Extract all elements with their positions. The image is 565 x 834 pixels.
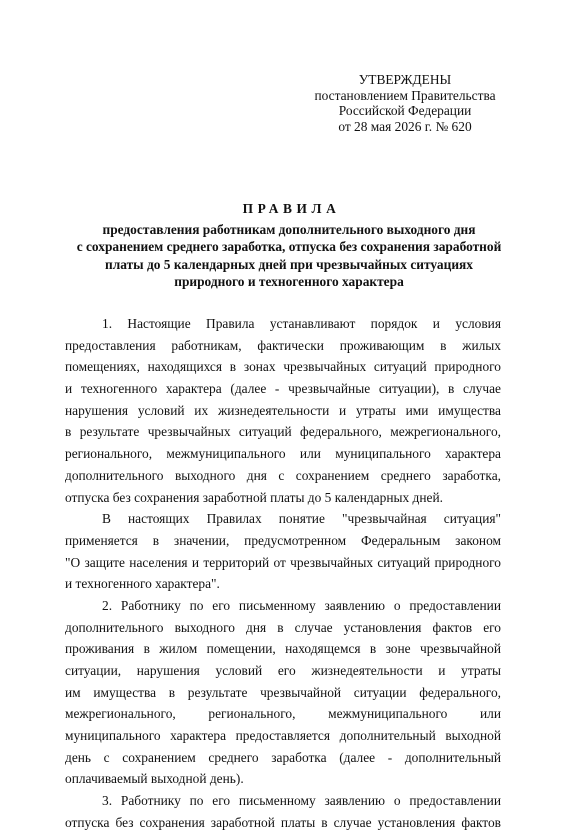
paragraph-line: В настоящих Правилах понятие "чрезвычайная ситуация" [102,511,501,527]
approval-stamp [305,72,505,134]
paragraph-line: регионального, межмуниципального или муниципального характера [65,446,501,462]
paragraph-line: "О защите населения и территорий от чрезвычайных ситуаций природного [65,554,501,570]
approval-line: УТВЕРЖДЕНЫ [358,72,452,87]
document-subtitle [64,221,514,290]
paragraph-line: и техногенного характера". [65,576,220,592]
paragraph-line: муниципального характера предоставляется дополнительный выходной [65,728,501,744]
subtitle-line: с сохранением среднего заработка, отпуска без сохранения заработной [76,239,502,255]
paragraph-line: в результате чрезвычайных ситуаций федерального, межрегионального, [65,424,501,440]
subtitle-line: платы до 5 календарных дней при чрезвычайных ситуациях [105,256,473,272]
paragraph-line: и техногенного характера (далее - чрезвычайные ситуации), в случае [65,381,501,397]
paragraph-line: проживания в жилом помещении, находящемся в зоне чрезвычайной [65,641,501,657]
subtitle-line: предоставления работникам дополнительного выходного дня [102,222,476,237]
approval-line: Российской Федерации [338,103,472,118]
paragraph-line: помещениях, находящихся в зонах чрезвычайных ситуаций природного [65,359,501,375]
paragraph-line: оплачиваемый выходной день). [65,771,244,787]
paragraph-line: 1. Настоящие Правила устанавливают порядок и условия [102,316,501,331]
approval-line: от 28 мая 2026 г. № 620 [338,118,472,134]
paragraph-line: отпуска без сохранения заработной платы в случае установления фактов [65,814,501,830]
paragraph-line: 2. Работнику по его письменному заявлению о предоставлении [102,597,501,613]
paragraph-line: им имущества в результате чрезвычайной ситуации федерального, [65,684,501,700]
paragraph-line: нарушения условий их жизнедеятельности и утраты ими имущества [65,402,501,418]
paragraph-line: применяется в значении, предусмотренном Федеральным законом [65,532,501,548]
paragraph-line: 3. Работнику по его письменному заявлению о предоставлении [102,793,501,809]
document-body [65,313,501,834]
paragraph-line: отпуска без сохранения заработной платы до 5 календарных дней. [65,489,443,505]
approval-line: постановлением Правительства [314,87,496,103]
paragraph-line: ситуации, нарушения условий его жизнедеятельности и утраты [65,663,501,678]
paragraph-line: день с сохранением среднего заработка (далее - дополнительный [65,749,501,765]
subtitle-line: природного и техногенного характера [174,273,404,289]
paragraph-line: дополнительного выходного дня с сохранением среднего заработка, [65,467,501,483]
paragraph-line: предоставления работникам, фактически проживающим в жилых [65,337,501,353]
document-title: ПРАВИЛА [242,201,341,216]
paragraph-line: дополнительного выходного дня в случае установления фактов его [65,619,501,635]
paragraph-line: межрегионального, регионального, межмуниципального или [65,706,501,722]
